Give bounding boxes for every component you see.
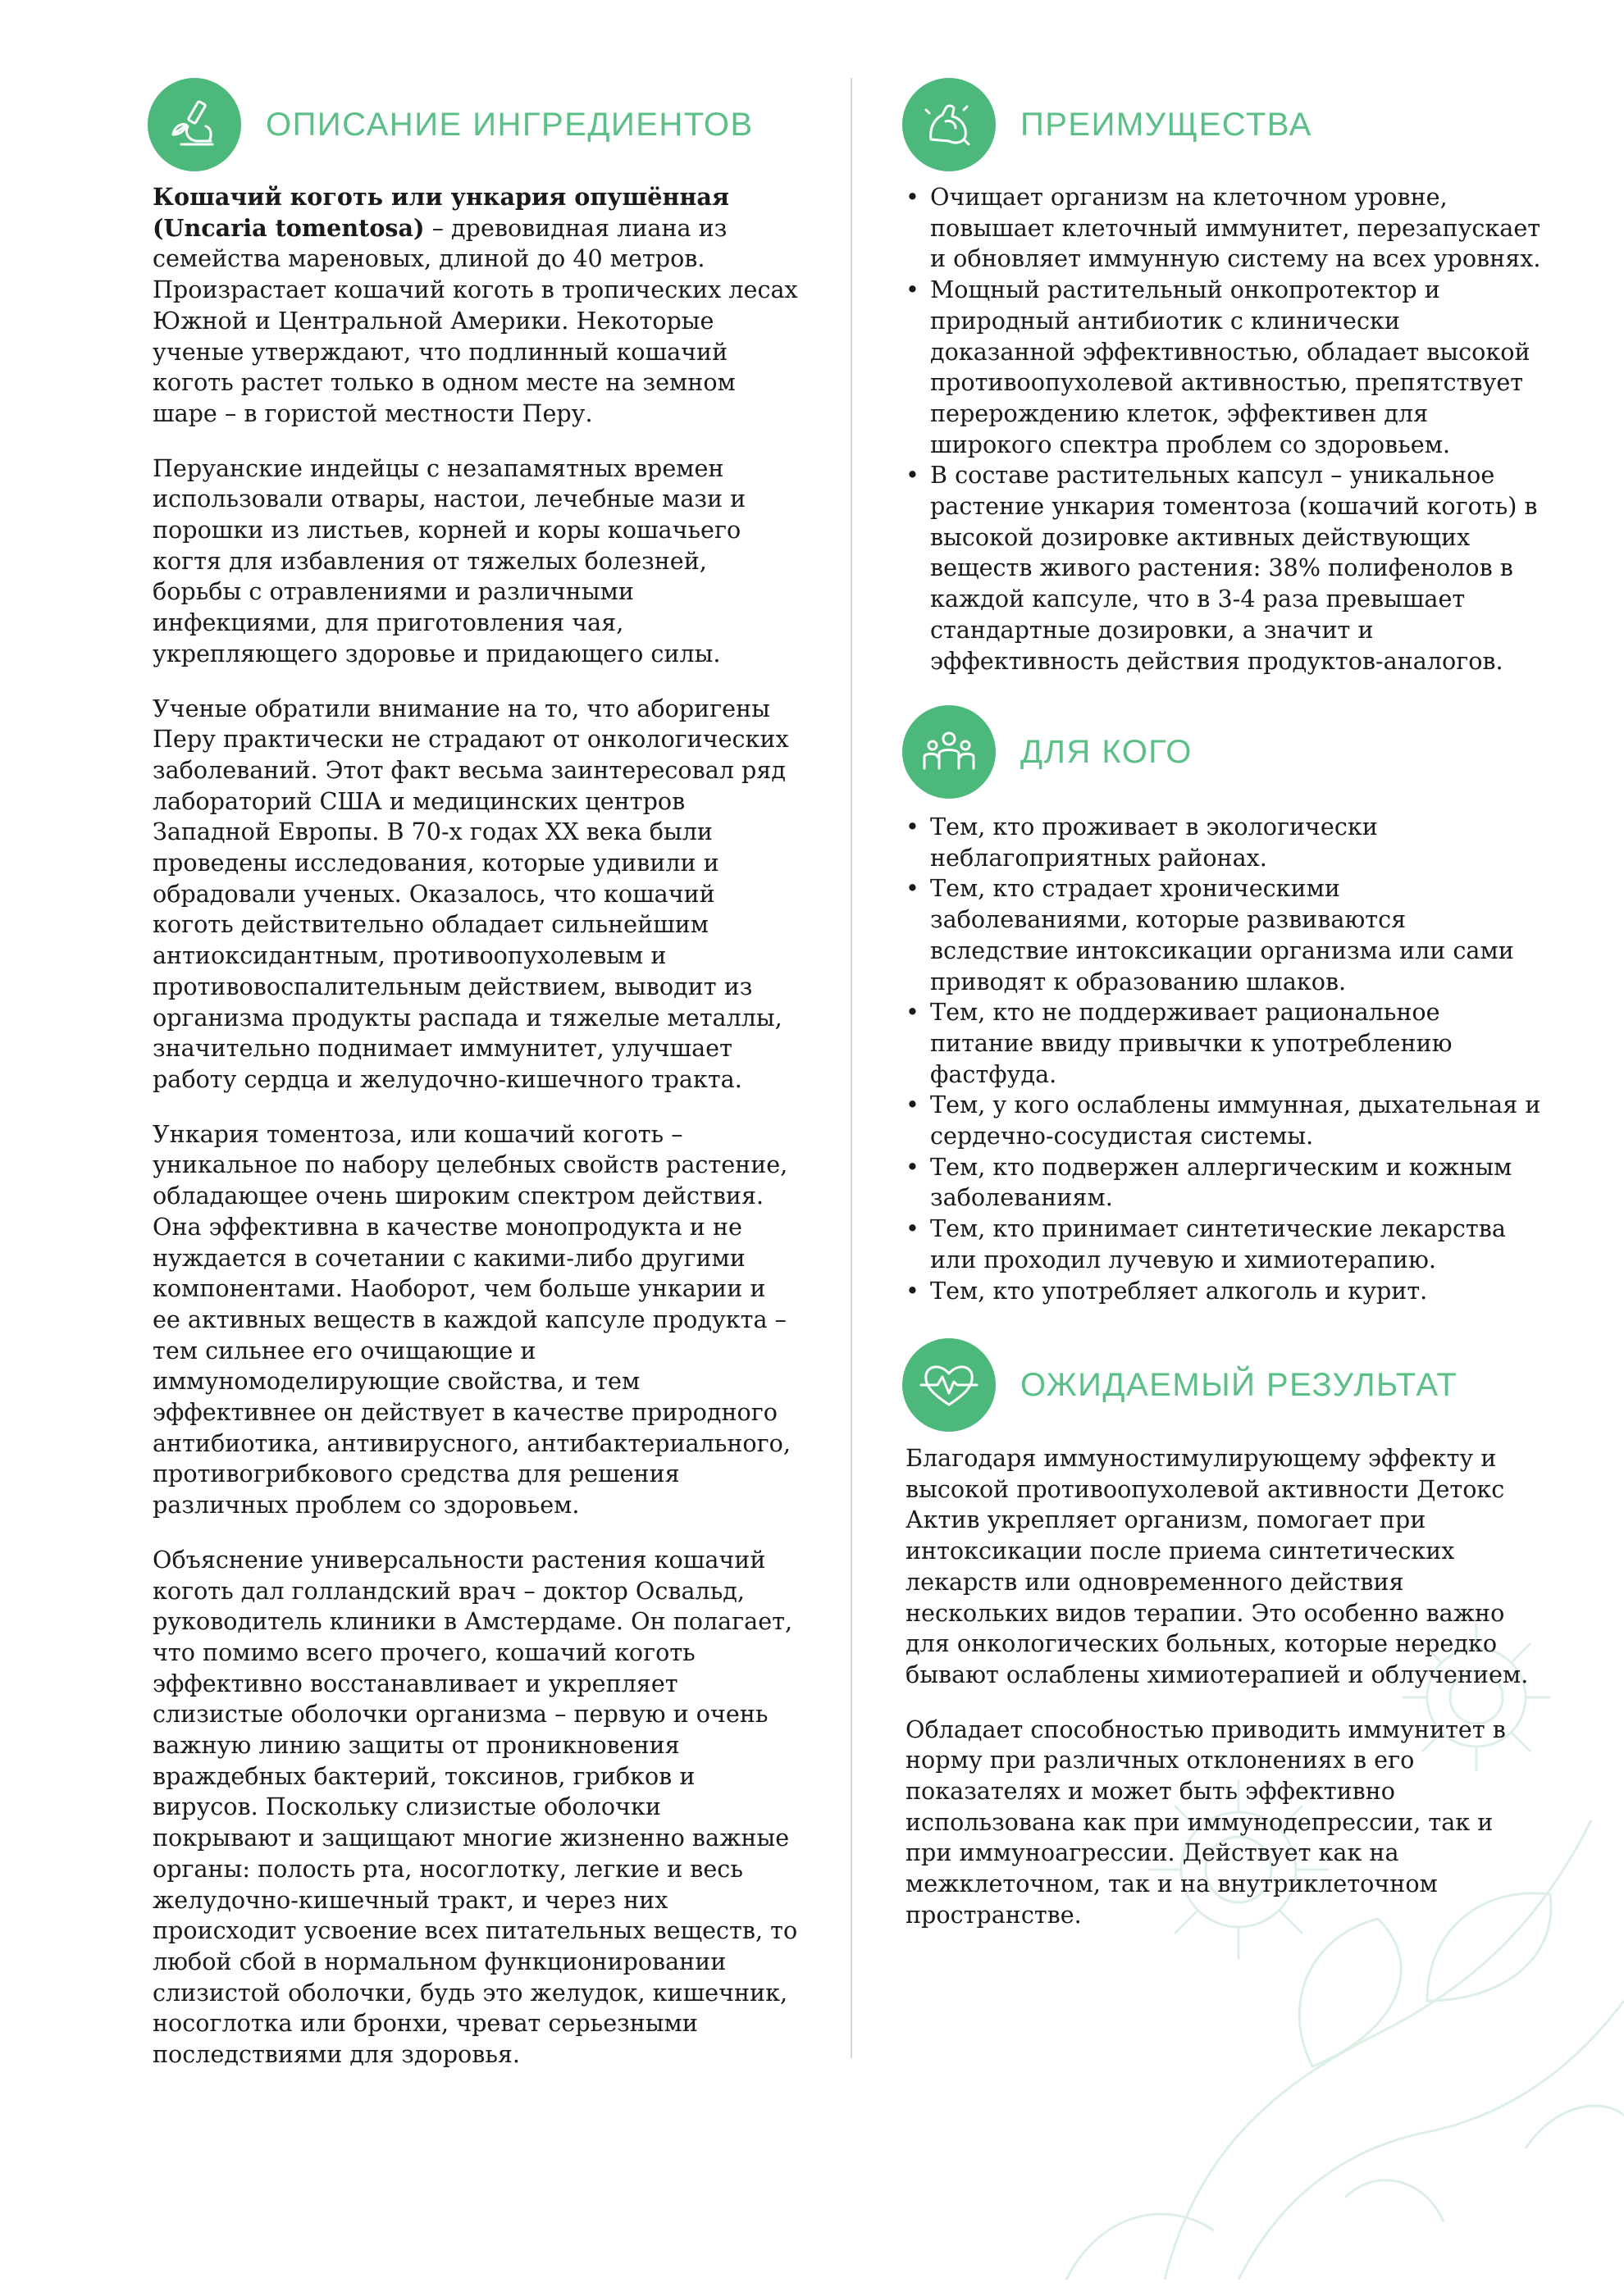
benefits-header <box>902 78 1312 171</box>
ingredients-paragraph-1 <box>153 182 801 430</box>
ingredients-paragraph-2: Перуанские индейцы с незапамятных времен использовали отвары, настои, лечебные мази и порошки из листьев, корней и коры кошачьего когтя для избавления от тяжелых болезней, борьбы с отравлениями и различными инфекциями, для приготовления чая, укрепляющего здоровье и придающего силы. <box>153 453 746 667</box>
column-divider <box>851 78 852 2058</box>
list-item: • Тем, у кого ослаблены иммунная, дыхательная и сердечно-сосудистая системы. <box>906 1090 1545 1151</box>
microscope-leaf-icon <box>148 78 241 171</box>
benefits-body <box>906 182 1545 676</box>
list-item: • Мощный растительный онкопротектор и природный антибиотик с клинически доказанной эффективностью, обладает высокой противоопухолевой активностью, препятствует перерождению клеток, эффективен для широкого спектра проблем со здоровьем. <box>906 275 1545 460</box>
benefits-list <box>906 182 1545 676</box>
audience-body <box>906 812 1545 1306</box>
ingredients-body <box>153 182 801 2094</box>
list-item: • В составе растительных капсул – уникальное растение ункария томентоза (кошачий коготь) в высокой дозировке активных действующих веществ живого растения: 38% полифенолов в каждой капсуле, что в 3-4 раза превышает стандартные дозировки, а значит и эффективность действия продуктов-аналогов. <box>906 460 1545 676</box>
ingredients-paragraph-4: Ункария томентоза, или кошачий коготь – уникальное по набору целебных свойств растение, обладающее очень широким спектром действия. Она эффективна в качестве монопродукта и не нуждается в сочетании с какими-либо другими компонентами. Наоборот, чем больше ункарии и ее активных веществ в каждой капсуле продукта – тем сильнее его очищающие и иммуномоделирующие свойства, и тем эффективнее он действует в качестве природного антибиотика, антивирусного, антибактериального, противогрибкового средства для решения различных проблем со здоровьем. <box>153 1119 791 1519</box>
audience-header <box>902 705 1193 799</box>
list-item: • Тем, кто проживает в экологически неблагоприятных районах. <box>906 812 1545 873</box>
list-item: • Тем, кто употребляет алкоголь и курит. <box>906 1276 1545 1307</box>
ingredients-paragraph-3: Ученые обратили внимание на то, что аборигены Перу практически не страдают от онкологических заболеваний. Этот факт весьма заинтересовал ряд лабораторий США и медицинских центров Западной Европы. В 70-х годах XX века были проведены исследования, которые удивили и обрадовали ученых. Оказалось, что кошачий коготь действительно обладает сильнейшим антиоксидантным, противоопухолевым и противовоспалительным действием, выводит из организма продукты распада и тяжелые металлы, значительно поднимает иммунитет, улучшает работу сердца и желудочно-кишечного тракта. <box>153 694 789 1093</box>
result-body <box>906 1443 1545 1955</box>
ingredient-intro: – древовидная лиана из семейства мареновых, длиной до 40 метров. Произрастает кошачий коготь в тропических лесах Южной и Центральной Америки. Некоторые ученые утверждают, что подлинный кошачий коготь растет только в одном месте на земном шаре – в гористой местности Перу. <box>153 213 798 427</box>
result-paragraph-1: Благодаря иммуностимулирующему эффекту и высокой противоопухолевой активности Детокс Актив укрепляет организм, помогает при интоксикации после приема синтетических лекарств или одновременного действия нескольких видов терапии. Это особенно важно для онкологических больных, которые нередко бывают ослаблены химиотерапией и облучением. <box>906 1444 1529 1688</box>
ingredients-header <box>148 78 754 171</box>
benefits-title: ПРЕИМУЩЕСТВА <box>1020 106 1312 143</box>
list-item: • Тем, кто страдает хроническими заболеваниями, которые развиваются вследствие интоксикации организма или сами приводят к образованию шлаков. <box>906 873 1545 997</box>
audience-list <box>906 812 1545 1306</box>
group-people-icon <box>902 705 996 799</box>
result-title: ОЖИДАЕМЫЙ РЕЗУЛЬТАТ <box>1020 1366 1458 1403</box>
flexed-arm-icon <box>902 78 996 171</box>
result-header <box>902 1338 1457 1432</box>
list-item: • Тем, кто подвержен аллергическим и кожным заболеваниям. <box>906 1152 1545 1214</box>
heart-pulse-icon <box>902 1338 996 1432</box>
list-item: • Тем, кто не поддерживает рациональное питание ввиду привычки к употреблению фастфуда. <box>906 997 1545 1090</box>
ingredients-title: ОПИСАНИЕ ИНГРЕДИЕНТОВ <box>266 106 754 143</box>
list-item: • Тем, кто принимает синтетические лекарства или проходил лучевую и химиотерапию. <box>906 1214 1545 1275</box>
ingredient-name: Кошачий коготь или ункария опушённая (Uncaria tomentosa) <box>153 183 729 242</box>
result-paragraph-2: Обладает способностью приводить иммунитет в норму при различных отклонениях в его показателях и может быть эффективно использована как при иммунодепрессии, так и при иммуноагрессии. Действует как на межклеточном, так и на внутриклеточном пространстве. <box>906 1715 1506 1929</box>
list-item: • Очищает организм на клеточном уровне, повышает клеточный иммунитет, перезапускает и обновляет иммунную систему на всех уровнях. <box>906 182 1545 275</box>
ingredients-paragraph-5: Объяснение универсальности растения кошачий коготь дал голландский врач – доктор Освальд, руководитель клиники в Амстердаме. Он полагает, что помимо всего прочего, кошачий коготь эффективно восстанавливает и укрепляет слизистые оболочки организма – первую и очень важную линию защиты от проникновения враждебных бактерий, токсинов, грибков и вирусов. Поскольку слизистые оболочки покрывают и защищают многие жизненно важные органы: полость рта, носоглотку, легкие и весь желудочно-кишечный тракт, и через них происходит усвоение всех питательных веществ, то любой сбой в нормальном функционировании слизистой оболочки, будь это желудок, кишечник, носоглотка или бронхи, чреват серьезными последствиями для здоровья. <box>153 1545 798 2069</box>
audience-title: ДЛЯ КОГО <box>1020 733 1193 770</box>
